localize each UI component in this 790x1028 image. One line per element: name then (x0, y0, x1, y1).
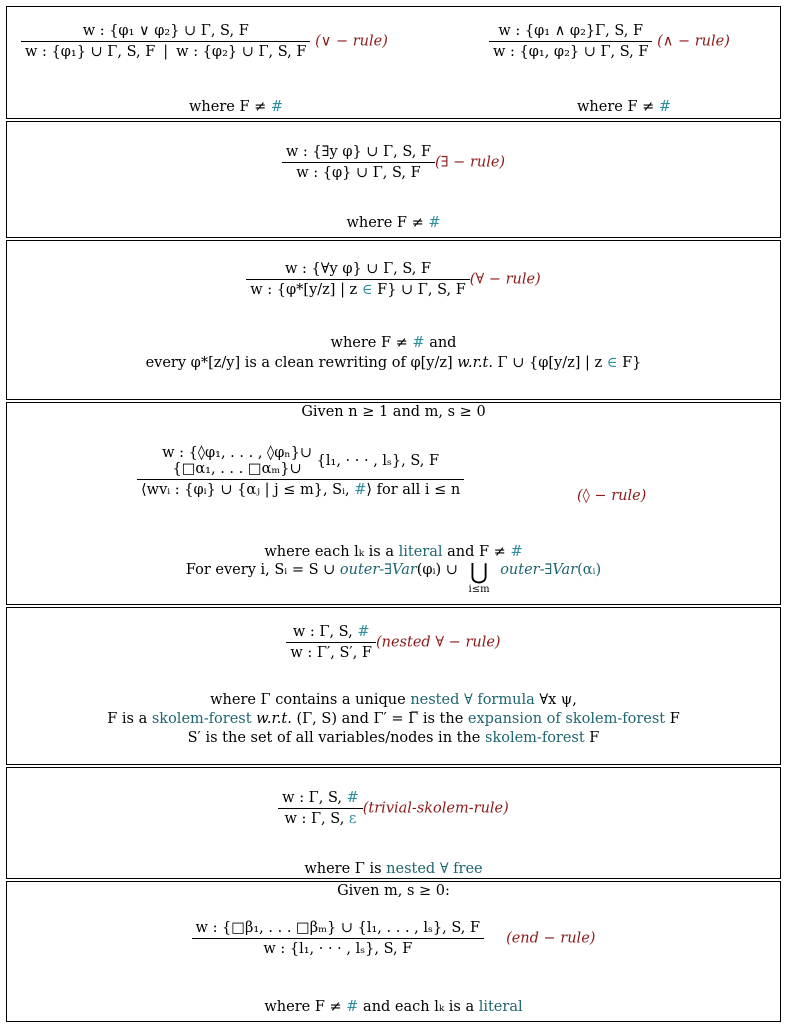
and-rule-cond-hash: # (658, 99, 672, 115)
trivial-rule-name: (trivial-skolem-rule) (362, 800, 509, 817)
and-rule-fraction (489, 23, 652, 60)
or-rule-right: w : {φ₂} ∪ Γ, S, F (176, 44, 307, 60)
diamond-premise-left (162, 445, 312, 477)
nested-rule-line-1 (7, 692, 780, 708)
diamond-cond1-hash: # (510, 544, 523, 560)
forall-cond2-wrt: w.r.t. (457, 355, 493, 371)
or-rule-condition (189, 99, 283, 115)
and-rule-conclusion: w : {φ₁, φ₂} ∪ Γ, S, F (493, 44, 649, 60)
end-rule-name: (end − rule) (506, 930, 596, 947)
exists-rule-condition (7, 215, 780, 231)
forall-rule-name: (∀ − rule) (469, 271, 541, 288)
diamond-cond1-literal: literal (398, 544, 443, 560)
diamond-rule-condition-1 (7, 544, 780, 560)
nested-rule-name (376, 635, 501, 651)
nested-name-part1: (nested (375, 634, 436, 651)
box-diamond-rule (6, 402, 781, 605)
or-rule-premise: w : {φ₁ ∨ φ₂} ∪ Γ, S, F (21, 23, 310, 42)
forall-rule-fraction (246, 261, 470, 298)
and-rule (489, 23, 730, 60)
forall-cond1-hash: # (412, 335, 425, 351)
end-rule-premise: w : {□β₁, . . . □βₘ} ∪ {l₁, . . . , lₛ}, S, F (192, 920, 485, 939)
nested-rule-conclusion: w : Γ′, S′, F (290, 645, 372, 661)
diamond-cond2-outer2: outer-∃Var (500, 562, 578, 578)
nested-line3-teal: skolem-forest (485, 730, 585, 746)
box-trivial-rule (6, 767, 781, 879)
nested-rule (7, 624, 780, 661)
nested-rule-premise (286, 624, 376, 643)
box-end-rule (6, 881, 781, 1022)
box-exists-rule (6, 121, 781, 238)
nested-name-part2: − rule) (444, 634, 501, 651)
and-rule-premise: w : {φ₁ ∧ φ₂}Γ, S, F (489, 23, 652, 42)
or-rule-name: (∨ − rule) (315, 33, 388, 50)
diamond-cond2-part3: (αᵢ) (577, 562, 602, 578)
end-rule-fraction (192, 920, 485, 957)
forall-conclusion-in: ∈ (361, 282, 373, 298)
nested-premise-hash: # (357, 624, 370, 640)
end-cond-hash: # (346, 999, 359, 1015)
diamond-conclusion-part2: ⟩ for all i ≤ n (366, 482, 461, 498)
nested-line1-part1: where Γ contains a unique (210, 692, 411, 708)
forall-conclusion-part1: w : {φ*[y/z] | z (250, 282, 362, 298)
diamond-cond1-part2: and F ≠ (442, 544, 506, 560)
forall-cond2-part2: Γ ∪ {φ[y/z] | z (492, 355, 607, 371)
or-rule-fraction (21, 23, 310, 60)
diamond-rule-condition-2 (7, 562, 780, 595)
trivial-rule-condition (7, 861, 780, 877)
diamond-conclusion-part1: ⟨wvᵢ : {φᵢ} ∪ {αⱼ | j ≤ m}, Sᵢ, (141, 482, 355, 498)
exists-rule (7, 144, 780, 181)
nested-line2-part3: F (665, 711, 680, 727)
forall-cond2-part1: every φ*[z/y] is a clean rewriting of φ[y/z] (145, 355, 458, 371)
and-rule-name: (∧ − rule) (657, 33, 730, 50)
diamond-rule-fraction (137, 445, 464, 498)
nested-rule-line-2 (7, 711, 780, 727)
forall-conclusion-part2: F} ∪ Γ, S, F (372, 282, 466, 298)
trivial-cond-text: where Γ is (304, 861, 387, 877)
forall-cond2-part3: F} (617, 355, 642, 371)
or-rule (21, 23, 388, 60)
exists-rule-cond-hash: # (428, 215, 441, 231)
forall-rule (7, 261, 780, 298)
nested-line3-part1: S′ is the set of all variables/nodes in the (187, 730, 485, 746)
diamond-premise-line2: {□α₁, . . . □αₘ}∪ (172, 461, 302, 477)
diamond-rule-premise (137, 445, 464, 480)
nested-line2-part2: (Γ, S) and Γ′ = Γ̅ is the (291, 711, 468, 727)
nested-line1-teal: nested ∀ formula (410, 692, 535, 708)
or-rule-separator: | (163, 44, 169, 60)
end-cond-part2: and each lₖ is a (358, 999, 479, 1015)
diamond-rule-name: (◊ − rule) (577, 488, 647, 504)
nested-line2-part1: F is a (107, 711, 152, 727)
end-rule (7, 920, 780, 957)
trivial-rule-fraction (278, 790, 363, 827)
and-rule-cond-text: where F ≠ (577, 99, 655, 115)
end-cond-part1: where F ≠ (264, 999, 342, 1015)
nested-line2-teal1: skolem-forest (151, 711, 252, 727)
forall-rule-conclusion (246, 280, 470, 298)
diamond-rule-conclusion (137, 480, 464, 498)
nested-line2-teal2: expansion of skolem-forest (467, 711, 666, 727)
diamond-conclusion-hash: # (354, 482, 367, 498)
end-rule-condition (7, 999, 780, 1015)
box-or-and-rules (6, 6, 781, 119)
diamond-premise-line1: w : {◊φ₁, . . . , ◊φₙ}∪ (162, 445, 313, 461)
exists-rule-name: (∃ − rule) (435, 154, 506, 171)
forall-cond2-in: ∈ (606, 355, 618, 371)
nested-rule-line-3 (7, 730, 780, 746)
trivial-conclusion-eps: ε (348, 811, 357, 827)
exists-rule-fraction (282, 144, 435, 181)
trivial-conclusion-text: w : Γ, S, (284, 811, 349, 827)
or-rule-cond-hash: # (270, 99, 284, 115)
forall-cond1-suffix: and (429, 335, 457, 351)
trivial-rule-premise (278, 790, 363, 809)
exists-rule-cond-text: where F ≠ (346, 215, 424, 231)
forall-rule-condition-2 (7, 355, 780, 371)
nested-premise-text: w : Γ, S, (292, 624, 358, 640)
or-rule-cond-text: where F ≠ (189, 99, 267, 115)
trivial-rule-conclusion (278, 809, 363, 827)
nested-line3-part2: F (584, 730, 600, 746)
end-rule-given: Given m, s ≥ 0: (337, 883, 450, 899)
nested-line1-part2: ∀x ψ, (534, 692, 577, 708)
diamond-cond2-bigcup: ⋃ (470, 560, 489, 585)
diamond-cond2-part2: (φᵢ) ∪ (416, 562, 458, 578)
or-rule-left: w : {φ₁} ∪ Γ, S, F (25, 44, 156, 60)
end-rule-conclusion: w : {l₁, · · · , lₛ}, S, F (263, 941, 413, 957)
forall-rule-premise: w : {∀y φ} ∪ Γ, S, F (246, 261, 470, 280)
diamond-cond2-bigcup-group (469, 562, 490, 595)
nested-name-forall: ∀ (435, 634, 445, 651)
forall-rule-condition-1 (7, 335, 780, 351)
box-nested-rule (6, 607, 781, 765)
and-rule-condition (577, 99, 671, 115)
exists-rule-premise: w : {∃y φ} ∪ Γ, S, F (282, 144, 435, 163)
or-rule-conclusion (21, 42, 310, 60)
diamond-cond2-outer1: outer-∃Var (339, 562, 417, 578)
box-forall-rule (6, 240, 781, 400)
diamond-cond1-part1: where each lₖ is a (264, 544, 399, 560)
exists-rule-conclusion: w : {φ} ∪ Γ, S, F (296, 165, 421, 181)
trivial-premise-text: w : Γ, S, (282, 790, 347, 806)
diamond-premise-right: {l₁, · · · , lₛ}, S, F (316, 453, 440, 469)
diamond-rule (137, 445, 464, 498)
diamond-cond2-part1: For every i, Sᵢ = S ∪ (185, 562, 340, 578)
end-cond-literal: literal (478, 999, 523, 1015)
nested-line2-wrt: w.r.t. (256, 711, 292, 727)
diamond-rule-given: Given n ≥ 1 and m, s ≥ 0 (301, 404, 486, 420)
trivial-rule (7, 790, 780, 827)
trivial-premise-hash: # (346, 790, 359, 806)
nested-rule-fraction (286, 624, 376, 661)
diamond-cond2-index: i≤m (468, 584, 490, 595)
forall-cond1-text: where F ≠ (330, 335, 408, 351)
trivial-cond-teal: nested ∀ free (386, 861, 483, 877)
